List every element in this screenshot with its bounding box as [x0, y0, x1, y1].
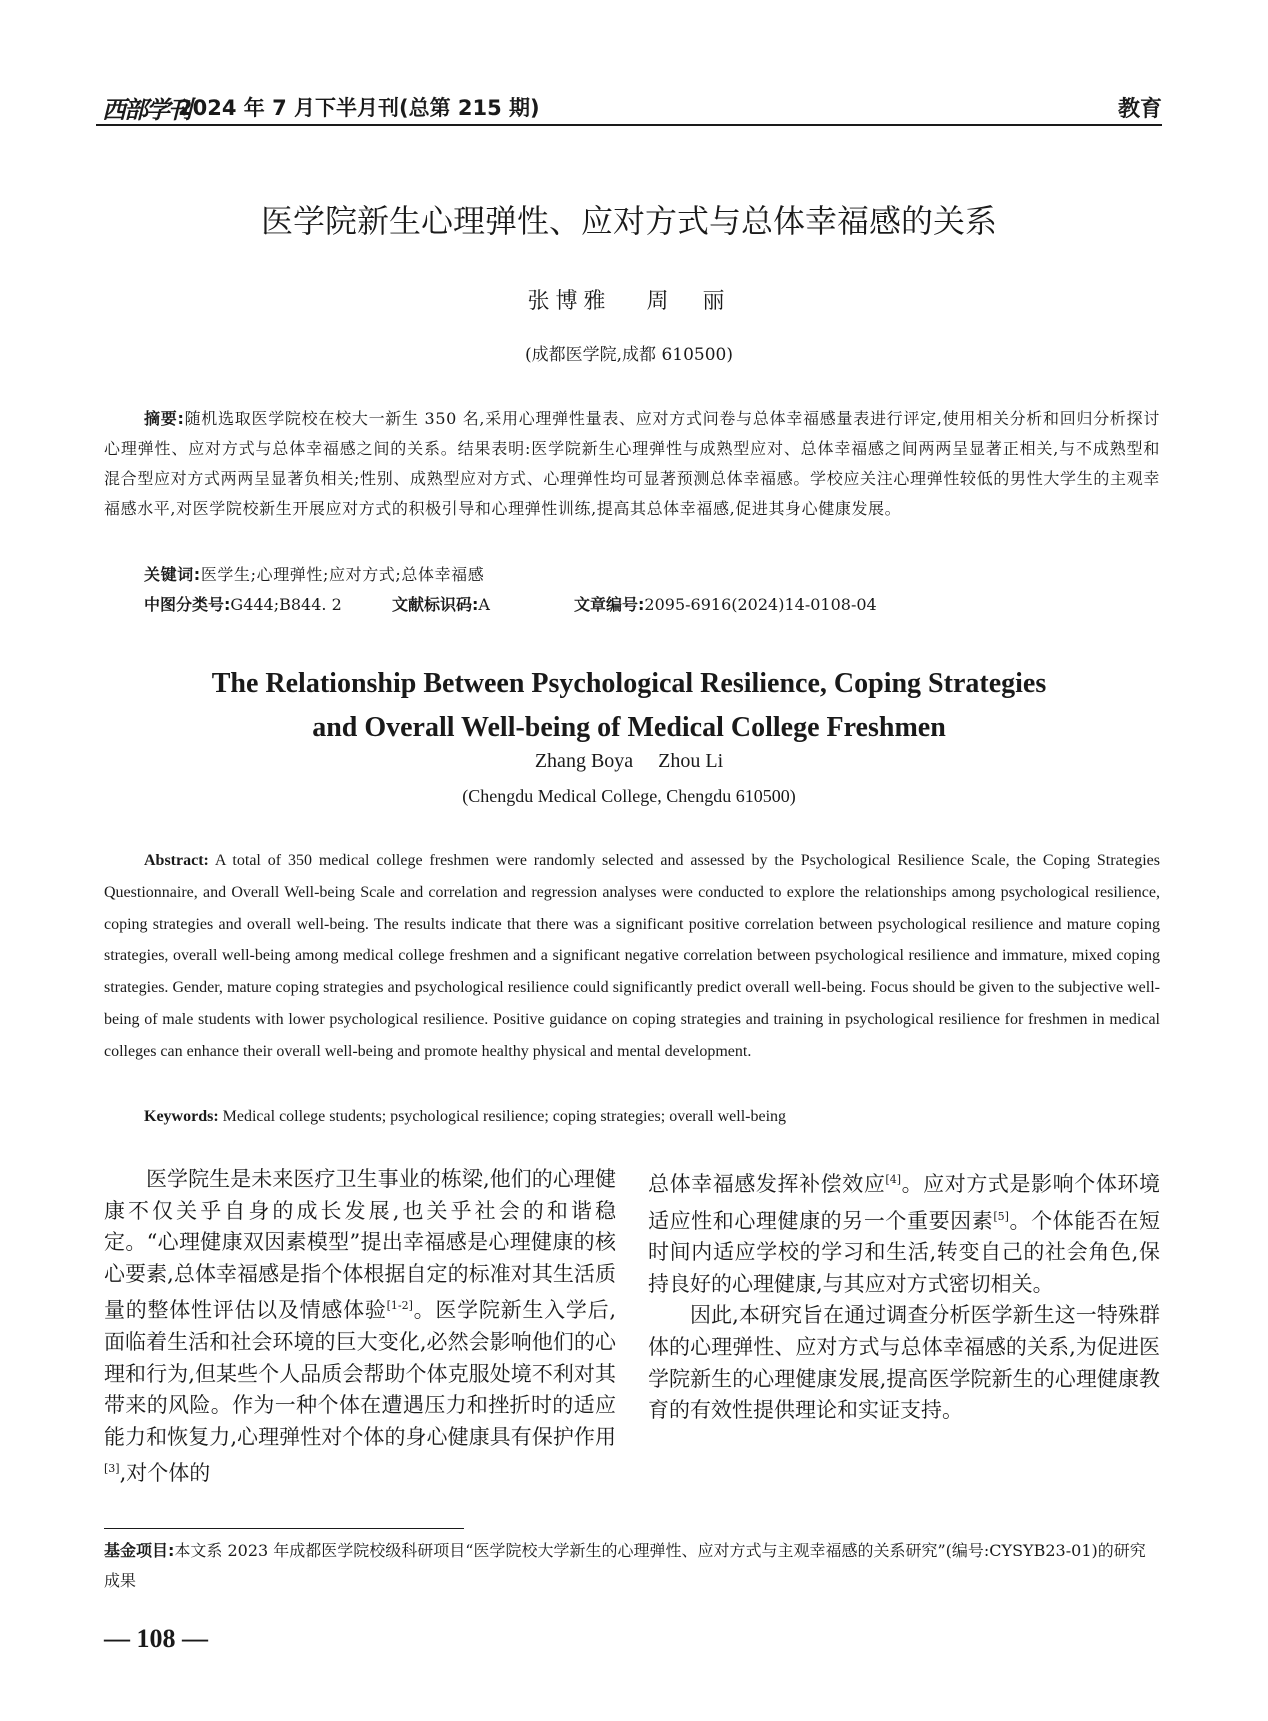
author-name: 张博雅 [527, 289, 612, 314]
citation: [5] [993, 1209, 1009, 1223]
keywords-text: Medical college students; psychological resilience; coping strategies; overall well-being [222, 1108, 787, 1125]
keywords-label: 关键词: [144, 565, 201, 584]
abstract-label: Abstract: [144, 852, 209, 869]
english-affiliation: (Chengdu Medical College, Chengdu 610500) [462, 786, 796, 806]
citation: [4] [885, 1173, 902, 1186]
author-name: Zhang Boya [534, 750, 634, 772]
english-keywords [104, 1102, 1160, 1132]
chinese-abstract [104, 404, 1160, 524]
document-code: 文献标识码:A [392, 595, 490, 614]
footnote-rule [104, 1528, 464, 1529]
body-paragraph: 总体幸福感发挥补偿效应[4]。应对方式是影响个体环境适应性和心理健康的另一个重要因素[5]。个体能否在短时间内适应学校的学习和生活,转变自己的社会角色,保持良好的心理健康,与其应对方式密切相关。 [648, 1172, 1161, 1296]
header-rule [96, 124, 1162, 126]
funding-footnote [104, 1536, 1160, 1596]
abstract-text: 随机选取医学院校在校大一新生 350 名,采用心理弹性量表、应对方式问卷与总体幸福感量表进行评定,使用相关分析和回归分析探讨心理弹性、应对方式与总体幸福感之间的关系。结果表明:医学院新生心理弹性与成熟型应对、总体幸福感之间两两呈显著正相关,与不成熟型和混合型应对方式两两呈显著负相关;性别、成熟型应对方式、心理弹性均可显著预测总体幸福感。学校应关注心理弹性较低的男性大学生的主观幸福感水平,对医学院校新生开展应对方式的积极引导和心理弹性训练,提高其总体幸福感,促进其身心健康发展。 [104, 409, 1160, 518]
footnote-text: 本文系 2023 年成都医学院校级科研项目“医学院校大学新生的心理弹性、应对方式与主观幸福感的关系研究”(编号:CYSYB23-01)的研究成果 [104, 1541, 1146, 1590]
author-name: 周 丽 [646, 289, 731, 314]
abstract-label: 摘要: [144, 409, 185, 428]
citation: [3] [104, 1462, 120, 1476]
keywords-label: Keywords: [144, 1108, 219, 1125]
citation: [1-2] [386, 1299, 413, 1313]
english-title: The Relationship Between Psychological Resilience, Coping Strategies and Overall Well-being of Medical College Freshmen [211, 668, 1047, 743]
english-abstract [104, 845, 1160, 1068]
chinese-authors [96, 284, 1162, 315]
article-number: 文章编号:2095-6916(2024)14-0108-04 [574, 595, 877, 614]
body-column-left [104, 1164, 616, 1490]
body-paragraph: 医学院生是未来医疗卫生事业的栋梁,他们的心理健康不仅关乎自身的成长发展,也关乎社会的和谐稳定。“心理健康双因素模型”提出幸福感是心理健康的核心要素,总体幸福感是指个体根据自定的标准对其生活质量的整体性评估以及情感体验[1-2]。医学院新生入学后,面临着生活和社会环境的巨大变化,必然会影响他们的心理和行为,但某些个人品质会帮助个体克服处境不利对其带来的风险。作为一种个体在遭遇压力和挫折时的适应能力和恢复力,心理弹性对个体的身心健康具有保护作用[3],对个体的 [104, 1167, 616, 1486]
clc-code: 中图分类号:G444;B844. 2 [144, 595, 342, 614]
journal-logo: 西部学刊 [102, 95, 190, 124]
abstract-text: A total of 350 medical college freshmen were randomly selected and assessed by the Psychological Resilience Scale, the Coping Strategies Questionnaire, and Overall Well-being Scale and correlation and regression analyses were conducted to explore the relationships among psychological resilience, coping strategies and overall well-being. The results indicate that there was a significant positive correlation between psychological resilience and mature coping strategies, overall well-being among medical college freshmen and a significant negative correlation between psychological resilience and immature, mixed coping strategies. Gender, mature coping strategies and psychological resilience could significantly predict overall well-being. Focus should be given to the subjective well-being of male students with lower psychological resilience. Positive guidance on coping strategies and training in psychological resilience for freshmen in medical colleges can enhance their overall well-being and promote healthy physical and mental development. [104, 852, 1160, 1060]
keywords-text: 医学生;心理弹性;应对方式;总体幸福感 [200, 565, 485, 584]
chinese-affiliation: (成都医学院,成都 610500) [525, 345, 733, 365]
running-header [102, 86, 1162, 126]
chinese-title: 医学院新生心理弹性、应对方式与总体幸福感的关系 [260, 202, 997, 240]
english-authors [96, 750, 1162, 773]
body-paragraph: 因此,本研究旨在通过调查分析医学新生这一特殊群体的心理弹性、应对方式与总体幸福感的关系,为促进医学院新生的心理健康发展,提高医学院新生的心理健康教育的有效性提供理论和实证支持。 [648, 1303, 1160, 1423]
page-number: — 108 — [104, 1624, 208, 1653]
chinese-keywords [104, 560, 1200, 590]
body-column-right [648, 1164, 1160, 1427]
section-label: 教育 [1117, 97, 1162, 122]
author-name: Zhou Li [658, 750, 724, 772]
footnote-label: 基金项目: [104, 1541, 175, 1560]
issue-line: 2024 年 7 月下半月刊(总第 215 期) [178, 96, 540, 120]
